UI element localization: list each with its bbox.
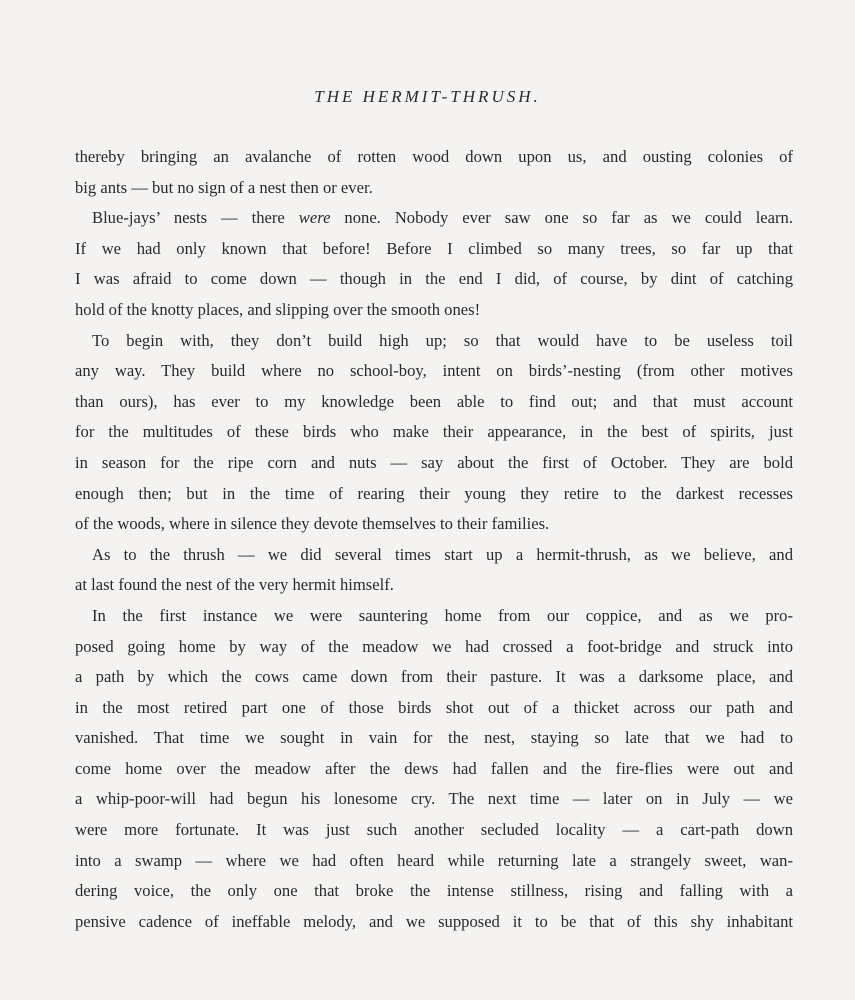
text-line: vanished. That time we sought in vain for the nest, staying so late that we had to	[75, 728, 793, 748]
text-line: big ants — but no sign of a nest then or ever.	[75, 177, 373, 197]
text-line: I was afraid to come down — though in the end I did, of course, by dint of catching	[75, 269, 793, 289]
text-line: of the woods, where in silence they devote themselves to their families.	[75, 514, 550, 534]
text-line: for the multitudes of these birds who make their appearance, in the best of spirits, just	[75, 422, 793, 442]
text-line: To begin with, they don’t build high up; so that would have to be useless toil	[92, 330, 793, 350]
text-line: any way. They build where no school-boy, intent on birds’-nesting (from other motives	[75, 361, 793, 381]
text-line: a path by which the cows came down from their pasture. It was a darksome place, and	[75, 667, 793, 687]
text-line: at last found the nest of the very hermit himself.	[75, 575, 394, 595]
text-line: in the most retired part one of those birds shot out of a thicket across our path and	[75, 697, 793, 717]
text-line: than ours), has ever to my knowledge been able to find out; and that must account	[75, 391, 793, 411]
text-line: As to the thrush — we did several times start up a hermit-thrush, as we believe, and	[92, 544, 793, 564]
text-line: come home over the meadow after the dews had fallen and the fire-flies were out and	[75, 758, 793, 778]
text-line: posed going home by way of the meadow we had crossed a foot-bridge and struck into	[75, 636, 793, 656]
text-line: were more fortunate. It was just such another secluded locality — a cart-path down	[75, 820, 793, 840]
text-line: hold of the knotty places, and slipping over the smooth ones!	[75, 299, 481, 319]
text-line: into a swamp — where we had often heard while returning late a strangely sweet, wan-	[75, 850, 793, 870]
text-line: enough then; but in the time of rearing their young they retire to the darkest recesses	[75, 483, 793, 503]
running-title: THE HERMIT-THRUSH.	[314, 87, 541, 106]
emphasized-word: were	[298, 208, 331, 228]
text-line: In the first instance we were sauntering home from our coppice, and as we pro-	[92, 605, 793, 625]
body-text	[75, 142, 793, 937]
text-line: Blue-jays’ nests — there were none. Nobody ever saw one so far as we could learn.	[92, 208, 794, 228]
text-line: a whip-poor-will had begun his lonesome cry. The next time — later on in July — we	[75, 789, 793, 809]
text-line: thereby bringing an avalanche of rotten wood down upon us, and ousting colonies of	[75, 147, 793, 166]
text-line: pensive cadence of ineffable melody, and we supposed it to be that of this shy inhabitant	[75, 911, 793, 931]
text-line: If we had only known that before! Before I climbed so many trees, so far up that	[75, 238, 793, 258]
text-line: dering voice, the only one that broke the intense stillness, rising and falling with a	[75, 881, 793, 901]
text-line: in season for the ripe corn and nuts — say about the first of October. They are bold	[75, 452, 793, 472]
